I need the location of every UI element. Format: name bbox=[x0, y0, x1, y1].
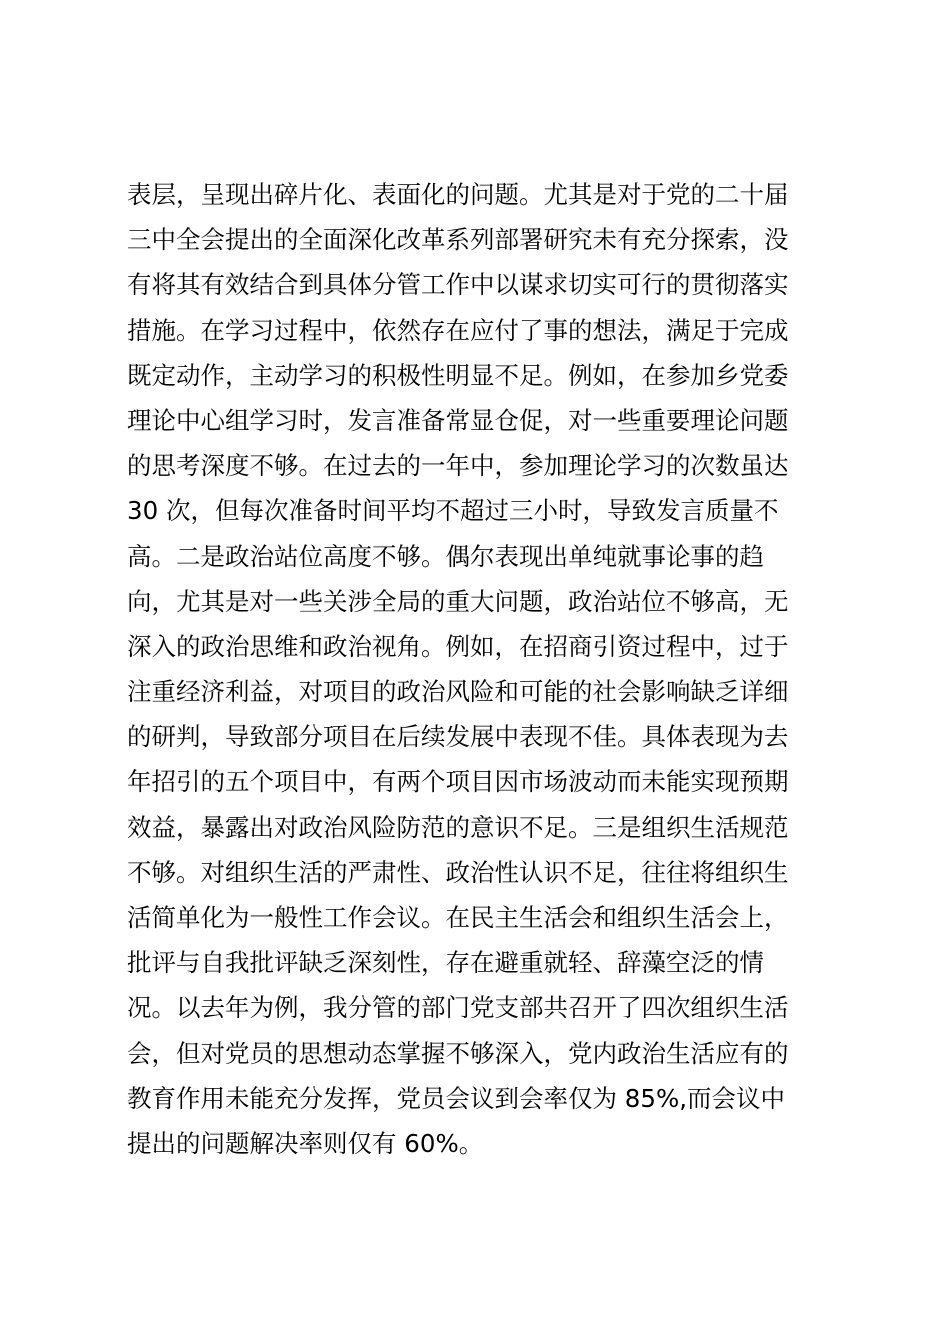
text-line: 既定动作，主动学习的积极性明显不足。例如，在参加乡党委 bbox=[127, 360, 789, 390]
text-line: 年招引的五个项目中，有两个项目因市场波动而未能实现预期 bbox=[127, 767, 789, 797]
text-line: 不够。对组织生活的严肃性、政治性认识不足，往往将组织生 bbox=[127, 857, 789, 887]
text-line: 三中全会提出的全面深化改革系列部署研究未有充分探索，没 bbox=[127, 225, 789, 255]
text-line: 会，但对党员的思想动态掌握不够深入，党内政治生活应有的 bbox=[127, 1038, 789, 1068]
text-line: 的研判，导致部分项目在后续发展中表现不佳。具体表现为去 bbox=[127, 722, 789, 752]
body-paragraph bbox=[127, 172, 827, 1166]
text-line: 30 次，但每次准备时间平均不超过三小时，导致发言质量不 bbox=[127, 496, 779, 526]
text-line: 活简单化为一般性工作会议。在民主生活会和组织生活会上， bbox=[127, 903, 789, 932]
text-line: 有将其有效结合到具体分管工作中以谋求切实可行的贯彻落实 bbox=[127, 270, 789, 300]
text-line: 批评与自我批评缺乏深刻性，存在避重就轻、辞藻空泛的情 bbox=[127, 948, 764, 978]
text-line: 表层，呈现出碎片化、表面化的问题。尤其是对于党的二十届 bbox=[127, 180, 789, 209]
text-line: 提出的问题解决率则仅有 60%。 bbox=[127, 1128, 484, 1158]
text-line: 况。以去年为例，我分管的部门党支部共召开了四次组织生活 bbox=[127, 993, 789, 1023]
text-line: 注重经济利益，对项目的政治风险和可能的社会影响缺乏详细 bbox=[127, 677, 789, 707]
text-line: 高。二是政治站位高度不够。偶尔表现出单纯就事论事的趋 bbox=[127, 541, 764, 571]
text-line: 理论中心组学习时，发言准备常显仓促，对一些重要理论问题 bbox=[127, 405, 789, 435]
text-line: 深入的政治思维和政治视角。例如，在招商引资过程中，过于 bbox=[127, 631, 789, 661]
text-line: 教育作用未能充分发挥，党员会议到会率仅为 85%,而会议中 bbox=[127, 1083, 786, 1113]
text-line: 措施。在学习过程中，依然存在应付了事的想法，满足于完成 bbox=[127, 315, 789, 345]
text-line: 效益，暴露出对政治风险防范的意识不足。三是组织生活规范 bbox=[127, 812, 789, 842]
text-line: 的思考深度不够。在过去的一年中，参加理论学习的次数虽达 bbox=[127, 451, 789, 481]
text-line: 向，尤其是对一些关涉全局的重大问题，政治站位不够高，无 bbox=[127, 586, 789, 616]
